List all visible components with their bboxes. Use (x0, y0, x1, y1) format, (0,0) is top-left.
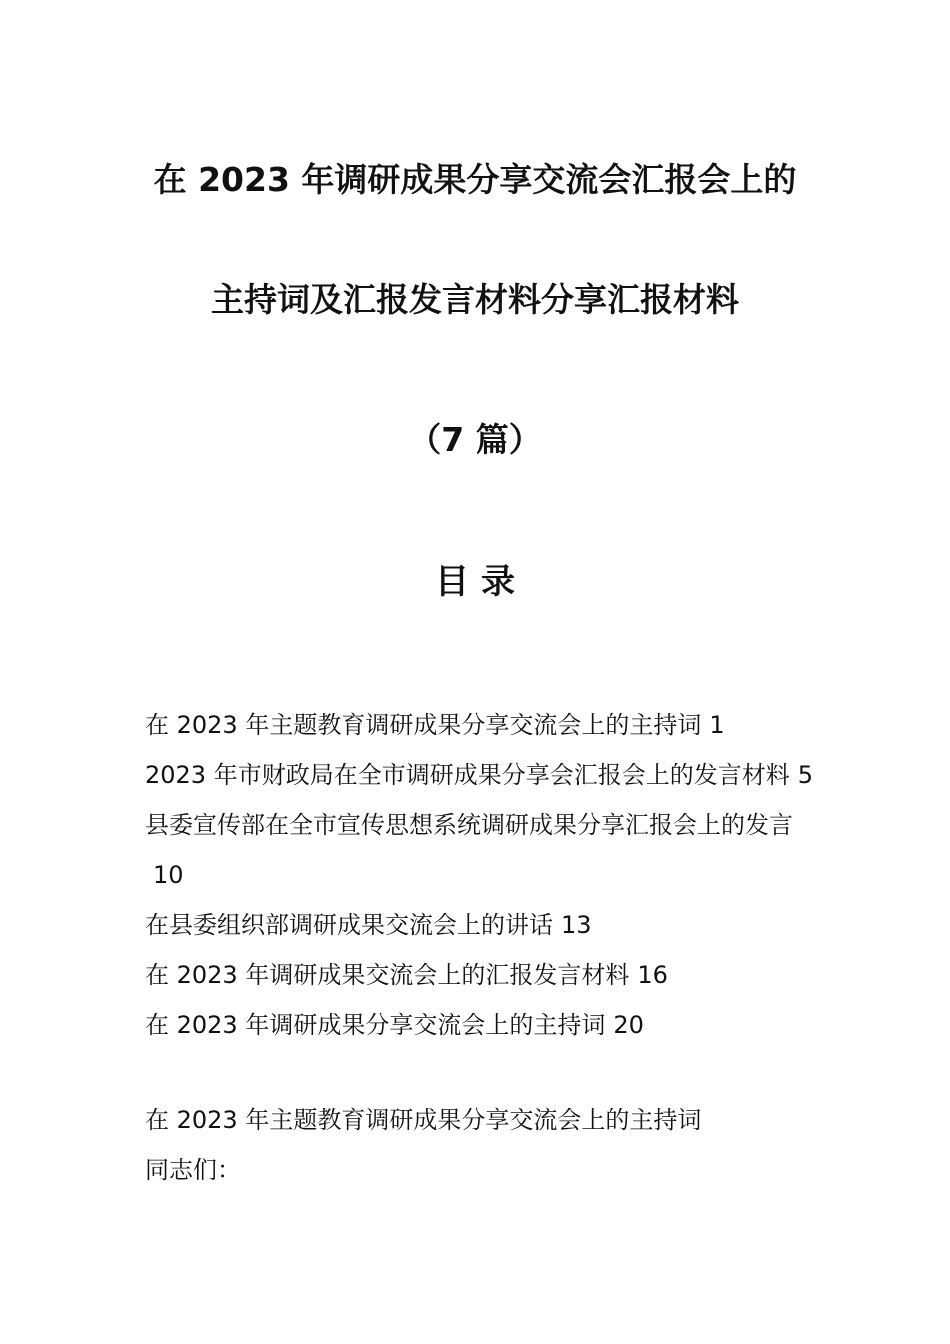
document-title-count: （7 篇） (408, 420, 542, 459)
toc-item-text: 2023 年市财政局在全市调研成果分享会汇报会上的发言材料 (145, 761, 790, 789)
toc-item-text: 在 2023 年调研成果分享交流会上的主持词 (145, 1011, 606, 1039)
toc-item[interactable] (145, 950, 815, 1000)
toc-item-text: 在 2023 年主题教育调研成果分享交流会上的主持词 (145, 711, 702, 739)
toc-item-text: 县委宣传部在全市宣传思想系统调研成果分享汇报会上的发言 (145, 811, 793, 839)
toc-item-page: 1 (709, 711, 725, 739)
toc-item[interactable] (145, 750, 815, 800)
toc-item[interactable] (145, 900, 815, 950)
toc-item-page: 16 (637, 961, 668, 989)
salutation-text: 同志们： (145, 1156, 241, 1184)
section-title: 在 2023 年主题教育调研成果分享交流会上的主持词 (145, 1106, 702, 1134)
document-title-line-1: 在 2023 年调研成果分享交流会汇报会上的 (153, 160, 797, 199)
toc-item-text: 在县委组织部调研成果交流会上的讲话 (145, 911, 553, 939)
toc-item-page: 10 (153, 861, 184, 889)
toc-heading: 目录 (435, 562, 527, 602)
document-title-line-2: 主持词及汇报发言材料分享汇报材料 (211, 280, 739, 319)
toc-item[interactable] (145, 800, 815, 900)
toc-item-page: 5 (797, 761, 813, 789)
toc-item[interactable] (145, 700, 815, 750)
toc-item-page: 20 (613, 1011, 644, 1039)
table-of-contents (145, 700, 815, 1050)
toc-item-page: 13 (561, 911, 592, 939)
toc-item[interactable] (145, 1000, 815, 1050)
toc-item-text: 在 2023 年调研成果交流会上的汇报发言材料 (145, 961, 630, 989)
